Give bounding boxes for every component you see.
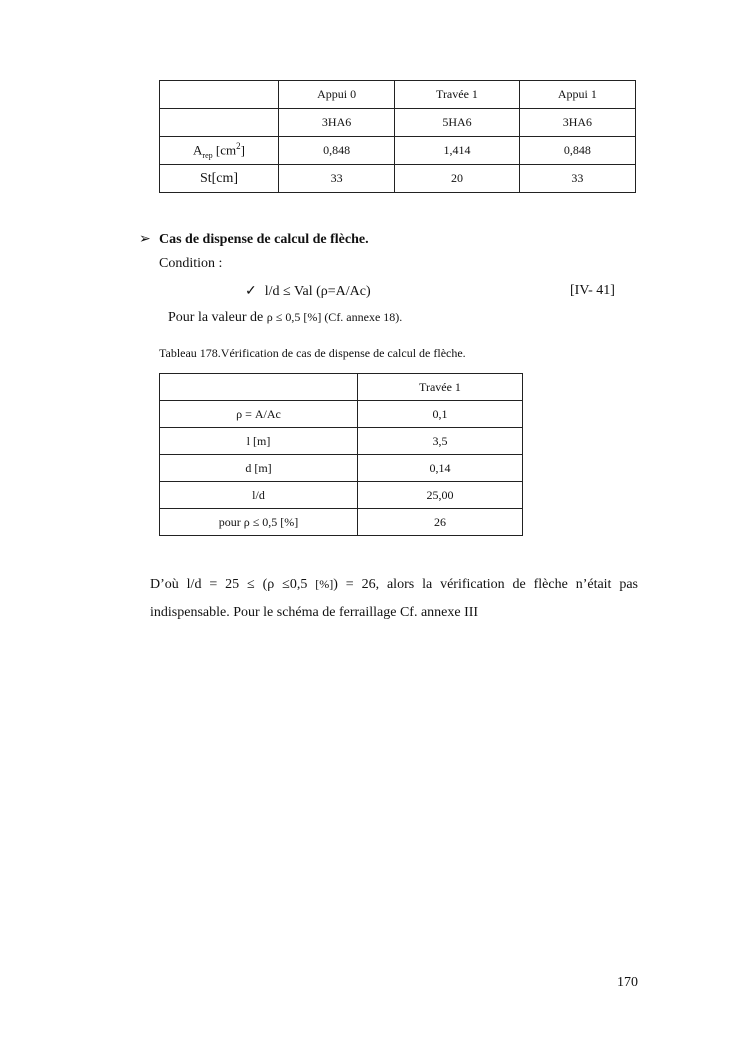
row-label: l/d — [160, 482, 358, 509]
table-cell: 0,848 — [519, 137, 635, 165]
table-cell: 3HA6 — [279, 109, 395, 137]
checkmark-icon: ✓ — [245, 284, 257, 299]
table-cell: 0,848 — [279, 137, 395, 165]
column-header: Appui 1 — [519, 81, 635, 109]
conclusion-paragraph: D’où l/d = 25 ≤ (ρ ≤0,5 [%]) = 26, alors la vérification de flèche n’était pas indispensable. Pour le schéma de ferraillage Cf. annexe III — [150, 577, 639, 620]
table-row — [160, 428, 523, 455]
table-row — [160, 455, 523, 482]
table-cell: 25,00 — [358, 482, 523, 509]
formula-line: ✓ l/d ≤ Val (ρ=A/Ac) — [245, 284, 371, 299]
table-row — [160, 109, 636, 137]
table-row — [160, 137, 636, 165]
table-row — [160, 401, 523, 428]
row-label: St[cm] — [160, 165, 279, 193]
row-label: l [m] — [160, 428, 358, 455]
row-label: $A_{rep}$ $[cm^2]$ — [160, 137, 279, 165]
table-cell: 5HA6 — [395, 109, 520, 137]
table-cell: 26 — [358, 509, 523, 536]
column-header: Travée 1 — [395, 81, 520, 109]
table-header-row — [160, 374, 523, 401]
table-cell — [160, 81, 279, 109]
table-cell: 33 — [279, 165, 395, 193]
table-cell: 3,5 — [358, 428, 523, 455]
table-row — [160, 482, 523, 509]
table-cell: 0,14 — [358, 455, 523, 482]
row-label: pour ρ ≤ 0,5 [%] — [160, 509, 358, 536]
column-header: Travée 1 — [358, 374, 523, 401]
table-cell: 1,414 — [395, 137, 520, 165]
section-heading: ➢ Cas de dispense de calcul de flèche. — [139, 232, 369, 247]
equation-reference: [IV- 41] — [570, 283, 615, 298]
table-cell: 33 — [519, 165, 635, 193]
table-row — [160, 509, 523, 536]
page-number: 170 — [617, 975, 638, 990]
column-header: Appui 0 — [279, 81, 395, 109]
row-label: ρ = A/Ac — [160, 401, 358, 428]
row-label — [160, 109, 279, 137]
arrow-bullet-icon: ➢ — [139, 232, 151, 247]
table-cell — [160, 374, 358, 401]
table-caption: Tableau 178.Vérification de cas de dispense de calcul de flèche. — [159, 346, 466, 360]
table-cell: 0,1 — [358, 401, 523, 428]
table-header-row — [160, 81, 636, 109]
table-cell: 3HA6 — [519, 109, 635, 137]
value-note: Pour la valeur de ρ ≤ 0,5 [%] (Cf. annexe 18). — [168, 310, 403, 325]
condition-label: Condition : — [159, 256, 223, 271]
table-cell: 20 — [395, 165, 520, 193]
row-label: d [m] — [160, 455, 358, 482]
table-row — [160, 165, 636, 193]
deflection-check-table — [159, 373, 523, 536]
reinforcement-table — [159, 80, 636, 193]
